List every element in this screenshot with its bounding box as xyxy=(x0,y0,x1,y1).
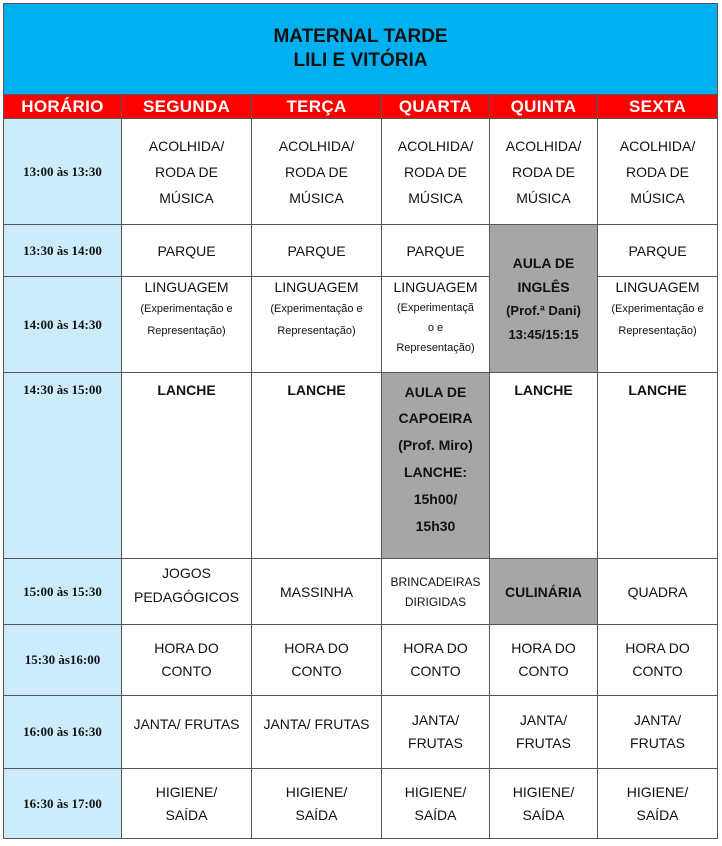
activity-line: 15h00/ xyxy=(413,491,458,507)
title-line-2: LILI E VITÓRIA xyxy=(293,50,428,71)
table-row xyxy=(4,119,718,225)
activity-line: AULA DE xyxy=(404,384,467,400)
activity-cell-thursday xyxy=(490,625,598,696)
activity-line: HIGIENE/ xyxy=(155,783,218,800)
activity-line: JANTA/ xyxy=(633,712,682,728)
activity-line: HIGIENE/ xyxy=(626,783,689,800)
activity-line: SAÍDA xyxy=(636,806,679,823)
activity-line: LINGUAGEM xyxy=(615,279,700,295)
activity-line: INGLÊS xyxy=(517,278,570,295)
activity-cell-friday xyxy=(598,769,718,839)
activity-cell-wednesday xyxy=(382,696,490,769)
activity-line: CAPOEIRA xyxy=(398,410,473,426)
header-terca: TERÇA xyxy=(252,95,382,119)
activity-cell-monday xyxy=(122,696,252,769)
activity-cell-monday xyxy=(122,119,252,225)
time-slot: 16:00 às 16:30 xyxy=(4,696,122,769)
activity-cell-tuesday: MASSINHA xyxy=(252,559,382,625)
activity-cell-tuesday xyxy=(252,696,382,769)
activity-line: HORA DO xyxy=(154,640,219,656)
activity-line: CONTO xyxy=(518,663,569,679)
activity-line: JANTA/ FRUTAS xyxy=(133,716,240,732)
activity-line: MÚSICA xyxy=(408,189,463,206)
activity-line: LINGUAGEM xyxy=(144,279,229,295)
activity-cell-wednesday xyxy=(382,119,490,225)
activity-cell-wednesday xyxy=(382,277,490,373)
activity-line: JANTA/ FRUTAS xyxy=(263,716,370,732)
activity-cell-tuesday xyxy=(252,769,382,839)
activity-line: HORA DO xyxy=(403,640,468,656)
table-row xyxy=(4,373,718,559)
activity-line: RODA DE xyxy=(511,163,575,180)
table-row xyxy=(4,696,718,769)
activity-cell-tuesday xyxy=(252,277,382,373)
activity-line: o e xyxy=(427,322,444,334)
activity-line: HIGIENE/ xyxy=(512,783,575,800)
activity-line: HORA DO xyxy=(511,640,576,656)
activity-line: LANCHE: xyxy=(404,464,467,480)
activity-line: LINGUAGEM xyxy=(393,279,478,295)
time-slot: 15:30 às16:00 xyxy=(4,625,122,696)
activity-line: HORA DO xyxy=(284,640,349,656)
activity-line: LANCHE xyxy=(287,382,346,398)
activity-line: ACOLHIDA/ xyxy=(505,137,582,154)
activity-cell-thursday-english xyxy=(490,225,598,373)
activity-line: 13:45/15:15 xyxy=(508,326,579,342)
activity-line: MÚSICA xyxy=(630,189,685,206)
table-row xyxy=(4,559,718,625)
header-quarta: QUARTA xyxy=(382,95,490,119)
activity-line: CONTO xyxy=(632,663,683,679)
time-slot xyxy=(4,373,122,559)
activity-cell-tuesday xyxy=(252,119,382,225)
header-segunda: SEGUNDA xyxy=(122,95,252,119)
activity-line: BRINCADEIRAS xyxy=(390,574,481,589)
time-slot: 13:30 às 14:00 xyxy=(4,225,122,277)
activity-line: LANCHE xyxy=(628,382,687,398)
activity-line: FRUTAS xyxy=(516,735,571,751)
time-slot: 14:00 às 14:30 xyxy=(4,277,122,373)
activity-line: JANTA/ xyxy=(519,712,568,728)
activity-line: RODA DE xyxy=(154,163,218,180)
schedule-table xyxy=(3,3,718,839)
activity-line: CONTO xyxy=(291,663,342,679)
activity-line: RODA DE xyxy=(403,163,467,180)
activity-line: HIGIENE/ xyxy=(404,783,467,800)
activity-cell-monday xyxy=(122,373,252,559)
activity-cell-friday xyxy=(598,373,718,559)
header-sexta: SEXTA xyxy=(598,95,718,119)
activity-line: FRUTAS xyxy=(630,735,685,751)
header-quinta: QUINTA xyxy=(490,95,598,119)
activity-cell-friday: QUADRA xyxy=(598,559,718,625)
activity-line: JOGOS xyxy=(161,564,211,581)
activity-cell-monday: PARQUE xyxy=(122,225,252,277)
activity-line: JANTA/ xyxy=(411,712,460,728)
activity-cell-thursday xyxy=(490,119,598,225)
table-row xyxy=(4,625,718,696)
activity-cell-monday xyxy=(122,277,252,373)
activity-line: SAÍDA xyxy=(295,806,338,823)
activity-line: 15h30 xyxy=(415,518,456,534)
activity-cell-monday xyxy=(122,559,252,625)
activity-line: Representação) xyxy=(396,342,475,354)
activity-line: LANCHE xyxy=(514,382,573,398)
time-slot: 13:00 às 13:30 xyxy=(4,119,122,225)
activity-line: SAÍDA xyxy=(165,806,208,823)
activity-line: (Experimentação e xyxy=(611,303,704,315)
activity-line: LINGUAGEM xyxy=(274,279,359,295)
activity-cell-wednesday: PARQUE xyxy=(382,225,490,277)
activity-line: (Prof.ª Dani) xyxy=(506,302,581,318)
activity-cell-thursday xyxy=(490,696,598,769)
activity-line: DIRIGIDAS xyxy=(404,594,467,609)
activity-line: ACOLHIDA/ xyxy=(148,137,225,154)
activity-line: PEDAGÓGICOS xyxy=(133,588,240,605)
activity-line: (Experimentação e xyxy=(140,303,233,315)
activity-cell-monday xyxy=(122,625,252,696)
time-slot: 15:00 às 15:30 xyxy=(4,559,122,625)
table-row xyxy=(4,277,718,373)
activity-line: Representação) xyxy=(147,325,226,337)
activity-line: FRUTAS xyxy=(408,735,463,751)
activity-line: RODA DE xyxy=(284,163,348,180)
time-slot: 16:30 às 17:00 xyxy=(4,769,122,839)
activity-line: ACOLHIDA/ xyxy=(397,137,474,154)
activity-line: (Experimentaçã xyxy=(396,302,475,314)
activity-cell-friday xyxy=(598,119,718,225)
activity-cell-monday xyxy=(122,769,252,839)
header-row xyxy=(4,95,718,119)
activity-line: ACOLHIDA/ xyxy=(278,137,355,154)
activity-cell-wednesday xyxy=(382,559,490,625)
activity-line: LANCHE xyxy=(157,382,216,398)
activity-line: SAÍDA xyxy=(522,806,565,823)
table-row xyxy=(4,225,718,277)
activity-cell-wednesday xyxy=(382,769,490,839)
activity-line: CONTO xyxy=(161,663,212,679)
activity-cell-friday xyxy=(598,277,718,373)
activity-cell-friday xyxy=(598,696,718,769)
header-horario: HORÁRIO xyxy=(4,95,122,119)
activity-line: ACOLHIDA/ xyxy=(619,137,696,154)
activity-line: SAÍDA xyxy=(414,806,457,823)
table-row xyxy=(4,769,718,839)
activity-cell-thursday-culinaria: CULINÁRIA xyxy=(490,559,598,625)
activity-cell-wednesday xyxy=(382,625,490,696)
activity-line: MÚSICA xyxy=(159,189,214,206)
activity-cell-friday xyxy=(598,625,718,696)
activity-cell-tuesday xyxy=(252,373,382,559)
activity-line: Representação) xyxy=(618,325,697,337)
activity-cell-tuesday xyxy=(252,625,382,696)
activity-cell-thursday xyxy=(490,769,598,839)
activity-line: (Prof. Miro) xyxy=(398,437,473,453)
schedule-title xyxy=(4,4,718,95)
activity-line: RODA DE xyxy=(626,163,690,180)
activity-cell-wednesday-capoeira xyxy=(382,373,490,559)
activity-cell-friday: PARQUE xyxy=(598,225,718,277)
activity-line: (Experimentação e xyxy=(270,303,363,315)
schedule-sheet xyxy=(3,3,717,839)
activity-line: AULA DE xyxy=(512,254,575,271)
activity-line: CONTO xyxy=(410,663,461,679)
title-line-1: MATERNAL TARDE xyxy=(273,26,448,47)
activity-cell-thursday xyxy=(490,373,598,559)
activity-cell-tuesday: PARQUE xyxy=(252,225,382,277)
activity-line: HORA DO xyxy=(625,640,690,656)
activity-line: MÚSICA xyxy=(516,189,571,206)
time-slot-label: 14:30 às 15:00 xyxy=(23,382,102,397)
activity-line: Representação) xyxy=(277,325,356,337)
activity-line: HIGIENE/ xyxy=(285,783,348,800)
activity-line: MÚSICA xyxy=(289,189,344,206)
